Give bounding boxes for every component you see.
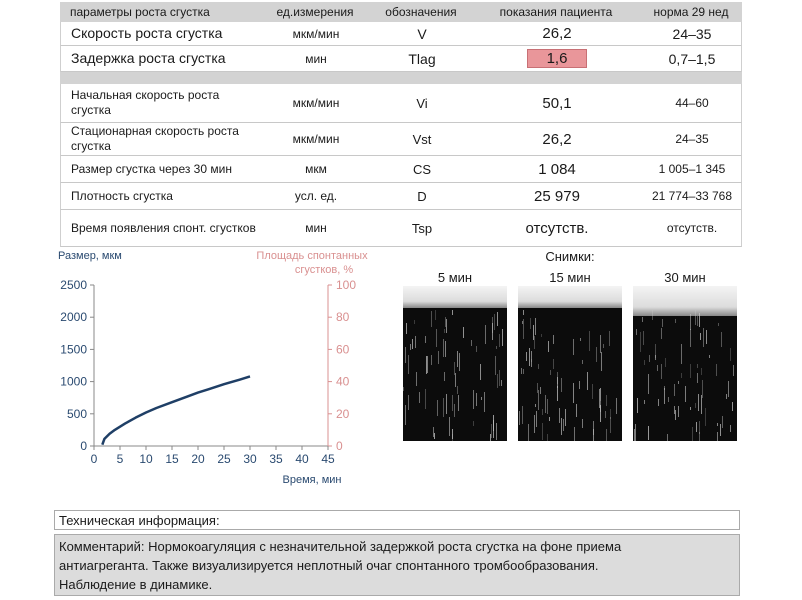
comment-line: Комментарий: Нормокоагуляция с незначительной задержкой роста сгустка на фоне приема	[59, 539, 622, 554]
technical-info-box	[54, 510, 740, 530]
param-norm: 44–60	[675, 96, 709, 110]
chart-svg	[48, 243, 388, 493]
x-tick-label: 5	[116, 452, 124, 466]
comment-line: Наблюдение в динамике.	[59, 577, 213, 592]
param-symbol: D	[417, 188, 427, 204]
table-header	[60, 2, 742, 22]
technical-info-label: Техническая информация:	[59, 513, 220, 528]
y-tick-label: 1000	[60, 374, 87, 389]
header-unit: ед.измерения	[276, 5, 354, 19]
comment-box	[54, 534, 740, 596]
param-name: Стационарная скорость роста сгустка	[71, 124, 239, 153]
param-value: 26,2	[542, 25, 572, 42]
y-tick-label: 2000	[60, 310, 87, 325]
param-value: отсутств.	[525, 219, 589, 237]
y2-tick-label: 100	[336, 278, 357, 292]
param-name: Скорость роста сгустка	[71, 25, 223, 41]
y-tick-label: 0	[80, 439, 87, 453]
snapshot-image-15min	[518, 286, 622, 441]
param-name: Задержка роста сгустка	[71, 50, 226, 66]
param-unit: усл. ед.	[294, 189, 338, 203]
param-name: Время появления спонт. сгустков	[71, 220, 256, 235]
table-row	[60, 123, 742, 156]
param-norm: 0,7–1,5	[668, 50, 716, 67]
y2-tick-label: 80	[336, 310, 350, 325]
header-symbol: обозначения	[385, 5, 457, 19]
param-value: 25 979	[534, 187, 580, 205]
param-value: 26,2	[542, 130, 572, 148]
header-norm: норма 29 нед	[653, 5, 729, 19]
snapshot-image-5min	[403, 286, 507, 441]
results-table	[60, 0, 742, 247]
y2-tick-label: 20	[336, 406, 350, 421]
header-parameter: параметры роста сгустка	[70, 5, 210, 19]
param-unit: мин	[305, 51, 327, 66]
param-norm: 21 774–33 768	[651, 189, 733, 203]
table-row	[60, 22, 742, 46]
table-row	[60, 210, 742, 247]
x-tick-label: 0	[90, 452, 98, 466]
param-unit: мкм/мин	[292, 132, 340, 146]
x-tick-label: 25	[217, 452, 231, 466]
x-axis-label: Время, мин	[282, 474, 342, 486]
param-norm: 24–35	[672, 25, 712, 42]
param-symbol: Vi	[416, 95, 428, 111]
snapshots-title: Снимки:	[545, 249, 595, 264]
table-row	[60, 84, 742, 123]
x-tick-label: 35	[269, 452, 283, 466]
table-separator	[60, 72, 742, 84]
param-unit: мкм/мин	[292, 26, 340, 41]
param-name: Начальная скорость роста сгустка	[71, 88, 220, 117]
snapshot-label: 30 мин	[664, 270, 706, 285]
y-tick-label: 500	[66, 406, 87, 421]
param-name: Размер сгустка через 30 мин	[71, 161, 232, 176]
y-tick-label: 1500	[60, 342, 87, 357]
table-row	[60, 46, 742, 72]
x-tick-label: 45	[321, 452, 335, 466]
x-tick-label: 10	[139, 452, 153, 466]
param-value: 50,1	[542, 94, 572, 112]
param-symbol: CS	[412, 161, 432, 177]
param-value: 1 084	[538, 160, 576, 178]
table-row	[60, 156, 742, 183]
param-unit: мин	[305, 221, 327, 235]
param-symbol: Tlag	[408, 50, 436, 67]
snapshot-label: 5 мин	[437, 270, 473, 285]
param-name: Плотность сгустка	[71, 188, 173, 203]
y-tick-label: 2500	[60, 278, 87, 292]
y2-axis-label-line2: сгустков, %	[294, 264, 354, 276]
header-patient-value: показания пациента	[499, 5, 613, 19]
snapshot-label: 15 мин	[549, 270, 591, 285]
param-symbol: Vst	[412, 131, 432, 147]
y2-tick-label: 0	[336, 439, 343, 453]
param-value-highlighted: 1,6	[527, 49, 587, 68]
param-unit: мкм	[305, 162, 327, 176]
param-norm: 24–35	[675, 132, 709, 146]
param-symbol: V	[417, 25, 427, 42]
comment-line: антиагреганта. Также визуализируется неплотный очаг спонтанного тромбообразования.	[59, 558, 599, 573]
param-symbol: Tsp	[411, 220, 433, 236]
param-norm: 1 005–1 345	[658, 162, 726, 176]
snapshots-panel	[400, 243, 740, 448]
x-tick-label: 30	[243, 452, 257, 466]
y2-tick-label: 60	[336, 342, 350, 357]
snapshot-image-30min	[633, 286, 737, 441]
y2-axis-label-line1: Площадь спонтанных	[256, 250, 368, 262]
x-tick-label: 20	[191, 452, 205, 466]
x-tick-label: 15	[165, 452, 179, 466]
y-axis-label: Размер, мкм	[58, 250, 122, 262]
param-norm: отсутств.	[666, 221, 718, 235]
clot-growth-chart	[48, 243, 388, 493]
y2-tick-label: 40	[336, 374, 350, 389]
x-tick-label: 40	[295, 452, 309, 466]
param-unit: мкм/мин	[292, 96, 340, 110]
series-line	[102, 376, 250, 444]
table-row	[60, 183, 742, 210]
